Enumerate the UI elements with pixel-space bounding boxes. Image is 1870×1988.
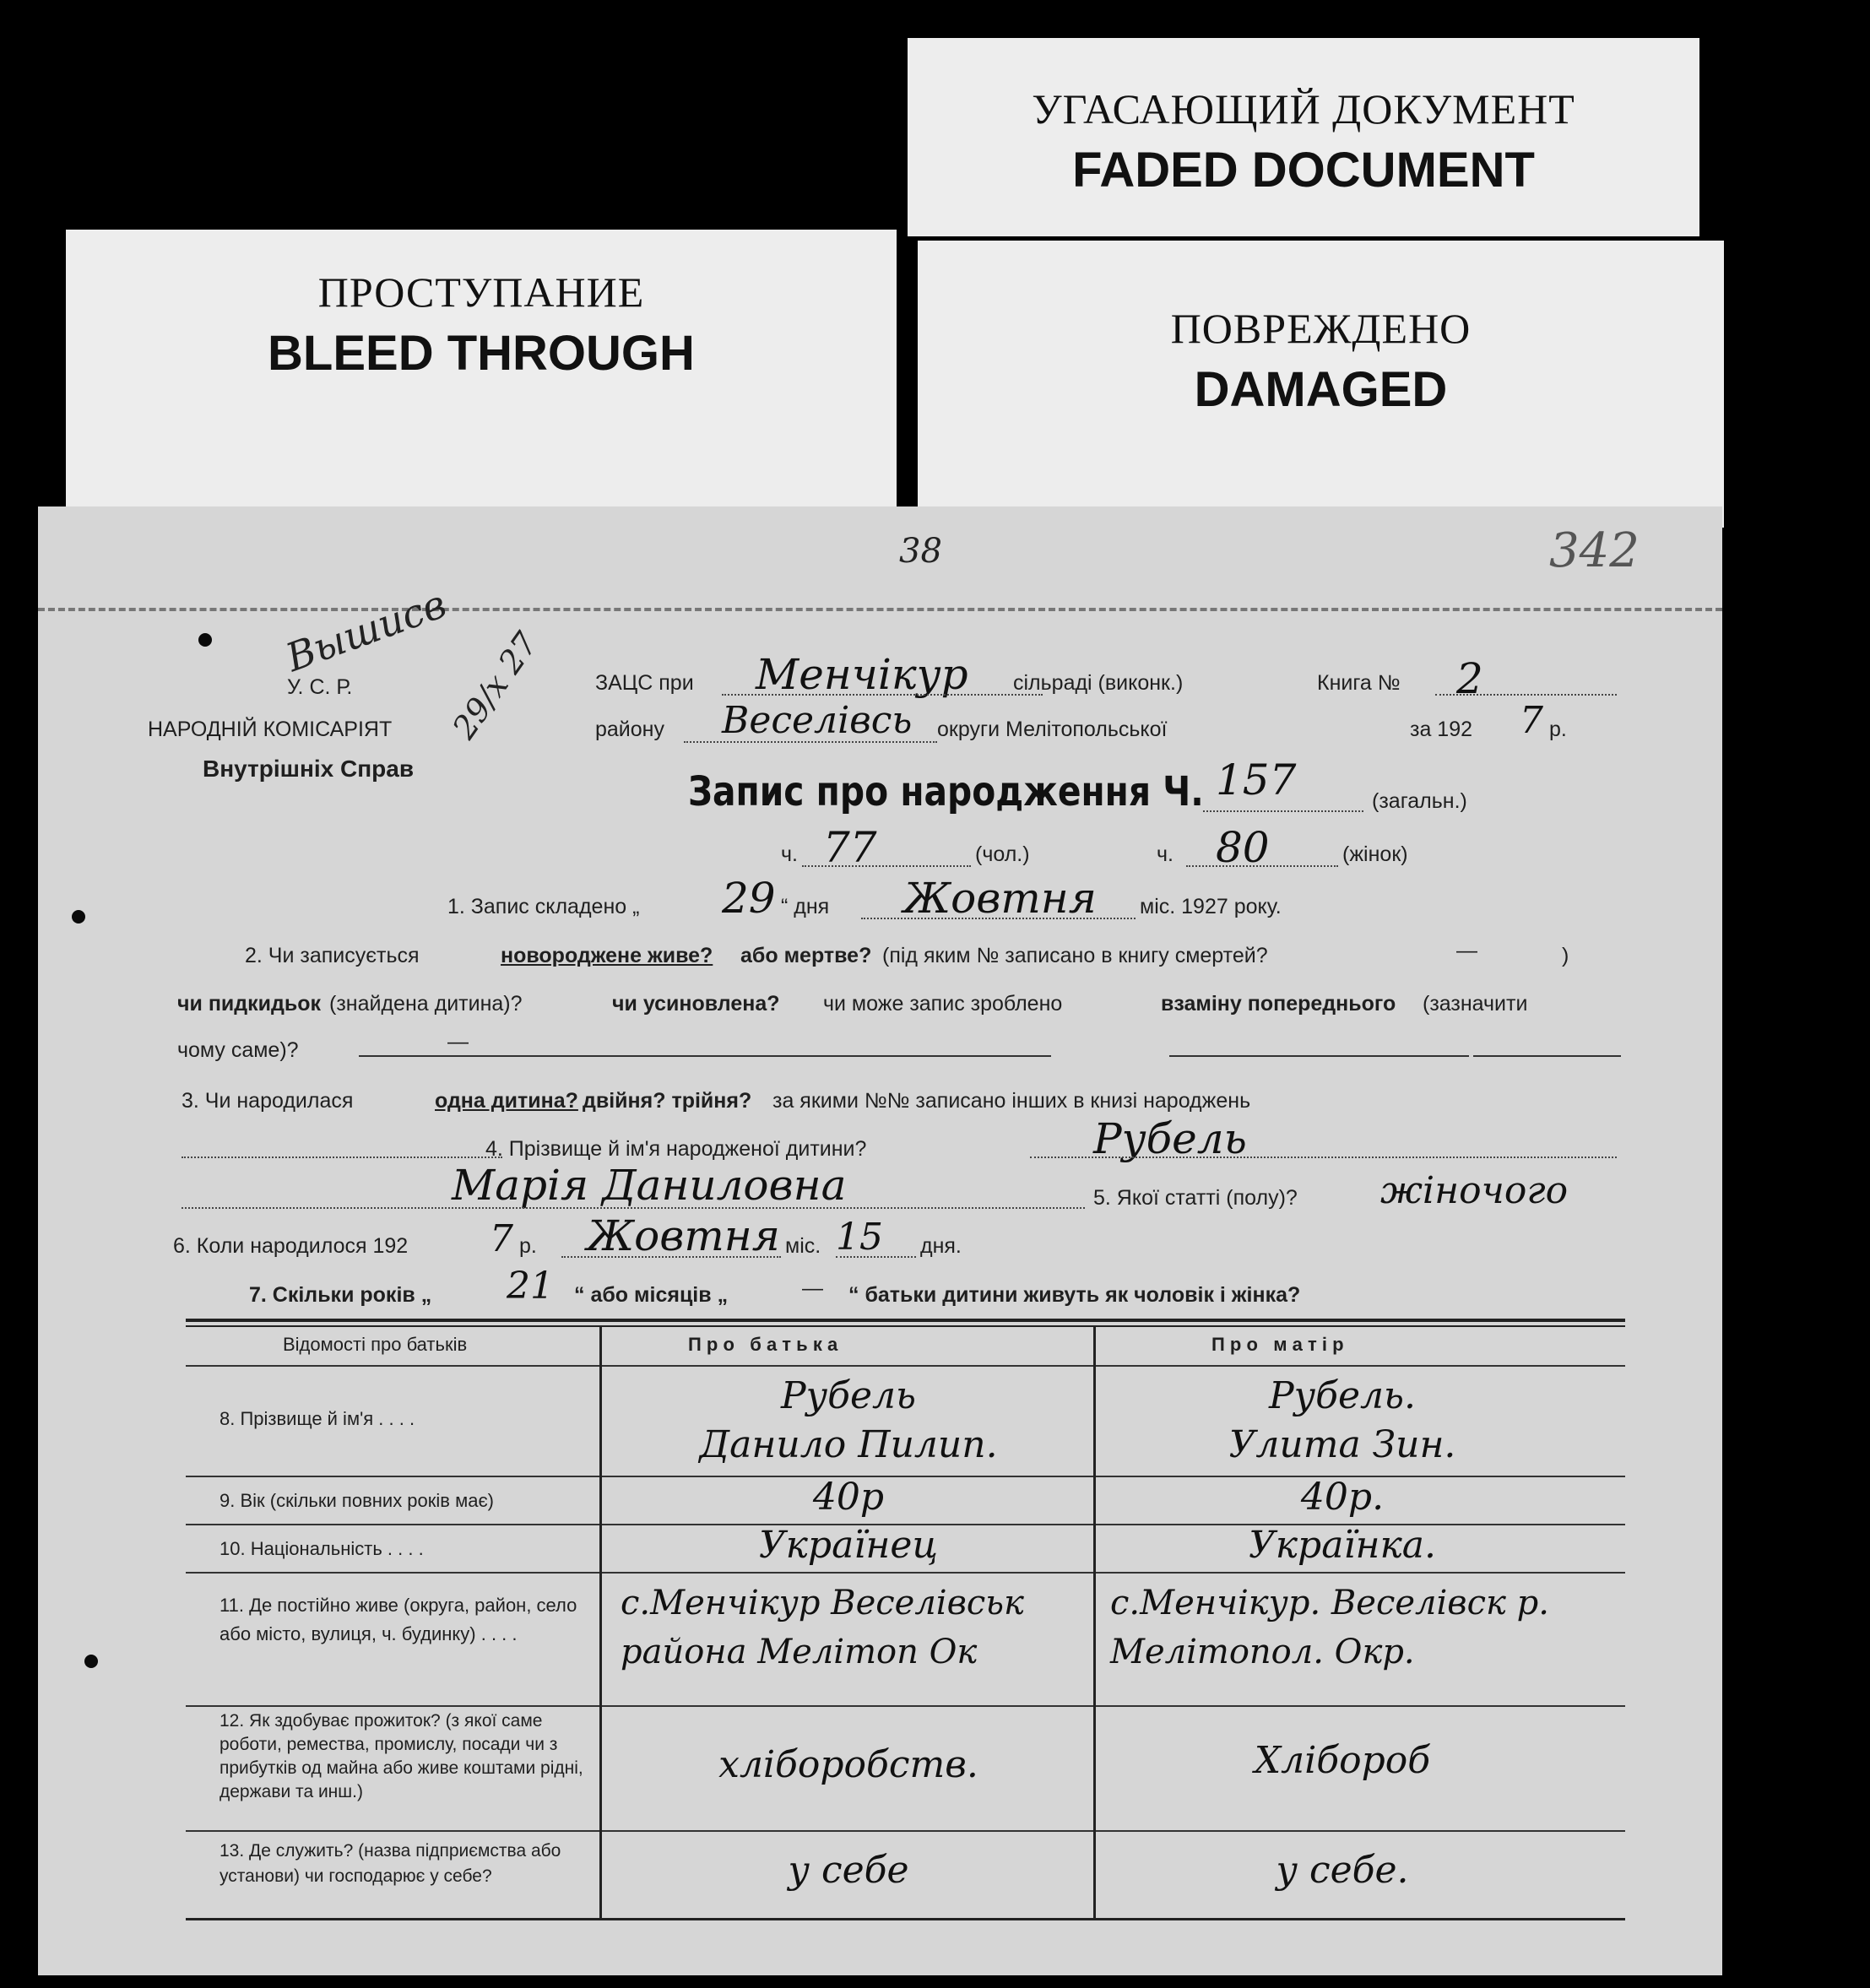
header-ussr: У. С. Р.: [287, 675, 353, 699]
table-rule-row: [186, 1572, 1625, 1574]
dotted-line: [1186, 865, 1338, 867]
bleed-through-label: [66, 230, 897, 521]
row-9-mother: 40р.: [1300, 1476, 1385, 1519]
field-6-prefix: 6. Коли народилося 192: [173, 1234, 409, 1258]
year-prefix: за 192: [1410, 718, 1473, 741]
dotted-line: [561, 1256, 781, 1258]
field-3-a: 3. Чи народилася: [182, 1089, 354, 1113]
faded-document-label: [908, 38, 1699, 236]
field-7-suffix: “ батьки дитини живуть як чоловік і жінка?: [848, 1283, 1301, 1307]
row-8-mother: Рубель. Улита Зин.: [1228, 1374, 1456, 1466]
page-number-top: 38: [899, 532, 942, 571]
header-internal-affairs: Внутрішніх Справ: [203, 756, 415, 782]
field-7-years: 21: [507, 1265, 554, 1308]
faded-label-en: FADED DOCUMENT: [1072, 143, 1535, 198]
row-10-label: 10. Національність . . . .: [220, 1538, 424, 1559]
female-number: 80: [1216, 823, 1270, 872]
female-ch-label: ч.: [1157, 842, 1173, 866]
table-rule-header: [186, 1365, 1625, 1367]
record-total-label: (загальн.): [1372, 789, 1467, 813]
punch-hole: [84, 1655, 98, 1668]
row-8-father: Рубель Данило Пилип.: [699, 1374, 998, 1466]
row-11-label: 11. Де постійно живе (округа, район, село або місто, вулиця, ч. будинку) . . . .: [220, 1595, 577, 1644]
book-value: 2: [1456, 654, 1483, 703]
handwritten-stamp-1: Вышисв: [279, 580, 453, 681]
faded-label-ru: УГАСАЮЩИЙ ДОКУМЕНТ: [1032, 85, 1575, 133]
field-2-line2-a: чи пидкидьок: [177, 992, 322, 1016]
perforation-line: [38, 608, 1722, 611]
punch-hole: [72, 910, 85, 924]
field-6-suffix: дня.: [920, 1234, 962, 1258]
field-5-value: жіночого: [1380, 1169, 1569, 1212]
field-3-d: за якими №№ записано інших в книзі народжень: [772, 1089, 1251, 1113]
field-1-prefix: 1. Запис складено „: [447, 895, 640, 918]
field-2-line3-value: —: [447, 1030, 469, 1054]
zags-value: Менчікур: [756, 650, 968, 699]
record-total-number: 157: [1216, 756, 1297, 804]
district-value: Веселівсь: [722, 699, 913, 742]
rule-line: [1473, 1055, 1621, 1057]
field-2-a: 2. Чи записується: [245, 944, 420, 967]
field-2-end: ): [1562, 944, 1569, 967]
row-11-father: с.Менчікур Веселівськ района Мелітоп Ок: [621, 1584, 1024, 1671]
damaged-label-ru: ПОВРЕЖДЕНО: [1170, 305, 1472, 352]
dotted-line: [182, 1157, 502, 1158]
field-6-mis: міс.: [785, 1234, 821, 1258]
field-2-b: новороджене живе?: [501, 944, 713, 967]
field-1-day: 29: [722, 874, 776, 923]
row-11-mother: с.Менчікур. Веселівск р. Мелітопол. Окр.: [1110, 1584, 1549, 1671]
field-2-line2-e: взаміну попереднього: [1161, 992, 1396, 1016]
field-5-label: 5. Якої статті (полу)?: [1093, 1186, 1298, 1210]
female-label: (жінок): [1342, 842, 1408, 866]
zags-suffix: сільраді (виконк.): [1013, 671, 1184, 695]
row-10-father: Українец: [758, 1524, 939, 1567]
row-12-label: 12. Як здобуває прожиток? (з якої саме роботи, ремества, промислу, посади чи з прибутків од майна або живе коштами рідні, держави та инш.): [220, 1711, 583, 1801]
male-label: (чол.): [975, 842, 1030, 866]
field-4-name: Марія Даниловна: [452, 1161, 847, 1210]
district-prefix: району: [595, 718, 664, 741]
table-header-mother: П р о м а т і р: [1211, 1334, 1344, 1355]
field-7-months: —: [802, 1276, 823, 1300]
field-2-line2-c: чи усиновлена?: [612, 992, 780, 1016]
field-6-year: 7: [490, 1217, 513, 1260]
table-rule-bottom: [186, 1918, 1625, 1920]
damaged-label-en: DAMAGED: [1194, 362, 1448, 417]
header-commissariat: НАРОДНІЙ КОМІСАРІЯТ: [148, 718, 393, 741]
row-9-father: 40р: [812, 1476, 885, 1519]
field-2-d: (під яким № записано в книгу смертей?: [882, 944, 1268, 967]
male-ch-label: ч.: [781, 842, 798, 866]
dotted-line: [722, 694, 1043, 696]
field-1-mid: “ дня: [781, 895, 830, 918]
row-8-label: 8. Прізвище й ім'я . . . .: [220, 1408, 415, 1429]
table-header-info: Відомості про батьків: [283, 1334, 468, 1355]
field-2-line2-f: (зазначити: [1423, 992, 1528, 1016]
field-6-month: Жовтня: [587, 1211, 780, 1260]
field-2-line2-b: (знайдена дитина)?: [329, 992, 523, 1016]
row-10-mother: Українка.: [1248, 1524, 1437, 1567]
record-title: Запис про народження Ч.: [688, 768, 1204, 815]
book-label: Книга №: [1317, 671, 1401, 695]
table-rule-row: [186, 1830, 1625, 1832]
field-4-label: 4. Прізвище й ім'я народженої дитини?: [485, 1137, 867, 1161]
dotted-line: [1203, 810, 1363, 812]
field-6-mid: р.: [519, 1234, 537, 1258]
field-4-surname: Рубель: [1093, 1114, 1247, 1163]
dotted-line: [684, 741, 937, 743]
field-3-c: двійня? трійня?: [583, 1089, 752, 1113]
rule-line: [359, 1055, 1051, 1057]
dotted-line: [802, 865, 971, 867]
field-1-month: Жовтня: [903, 874, 1097, 923]
birth-record-sheet: [38, 506, 1722, 1975]
dotted-line: [182, 1207, 1085, 1209]
table-col-divider: [1093, 1325, 1096, 1920]
row-9-label: 9. Вік (скільки повних років має): [220, 1490, 495, 1511]
row-13-label: 13. Де служить? (назва підприємства або установи) чи господарює у себе?: [220, 1841, 561, 1886]
table-header-father: П р о б а т ь к а: [688, 1334, 838, 1355]
male-number: 77: [823, 823, 877, 872]
bleed-label-en: BLEED THROUGH: [268, 326, 695, 381]
table-rule-row: [186, 1705, 1625, 1707]
punch-hole: [198, 633, 212, 647]
dotted-line: [1030, 1157, 1617, 1158]
year-value: 7: [1520, 699, 1543, 742]
field-2-value: —: [1456, 939, 1477, 962]
table-rule-top: [186, 1319, 1625, 1322]
field-6-day: 15: [836, 1216, 883, 1259]
rule-line: [1169, 1055, 1469, 1057]
field-7-prefix: 7. Скільки років „: [249, 1283, 432, 1307]
row-12-father: хліборобств.: [718, 1743, 978, 1786]
table-col-divider: [599, 1325, 602, 1920]
dotted-line: [1435, 694, 1617, 696]
field-2-c: або мертве?: [740, 944, 872, 967]
handwritten-stamp-2: 29/х 27: [445, 625, 545, 746]
row-13-mother: у себе.: [1276, 1849, 1409, 1892]
field-2-line2-d: чи може запис зроблено: [823, 992, 1063, 1016]
field-7-mid: “ або місяців „: [574, 1283, 729, 1307]
damaged-label: [918, 241, 1724, 528]
dotted-line: [861, 918, 1136, 919]
row-13-father: у себе: [788, 1849, 909, 1892]
field-1-suffix: міс. 1927 року.: [1140, 895, 1282, 918]
field-3-b: одна дитина?: [435, 1089, 578, 1113]
page-number-corner: 342: [1549, 523, 1640, 578]
field-2-line3: чому саме)?: [177, 1038, 299, 1062]
dotted-line: [836, 1256, 916, 1258]
table-rule-top-2: [186, 1325, 1625, 1327]
row-12-mother: Хлібороб: [1254, 1739, 1431, 1782]
zags-prefix: ЗАЦС при: [595, 671, 694, 695]
district-suffix: округи Мелітопольської: [937, 718, 1168, 741]
year-suffix: р.: [1549, 718, 1567, 741]
bleed-label-ru: ПРОСТУПАНИЕ: [317, 268, 645, 316]
